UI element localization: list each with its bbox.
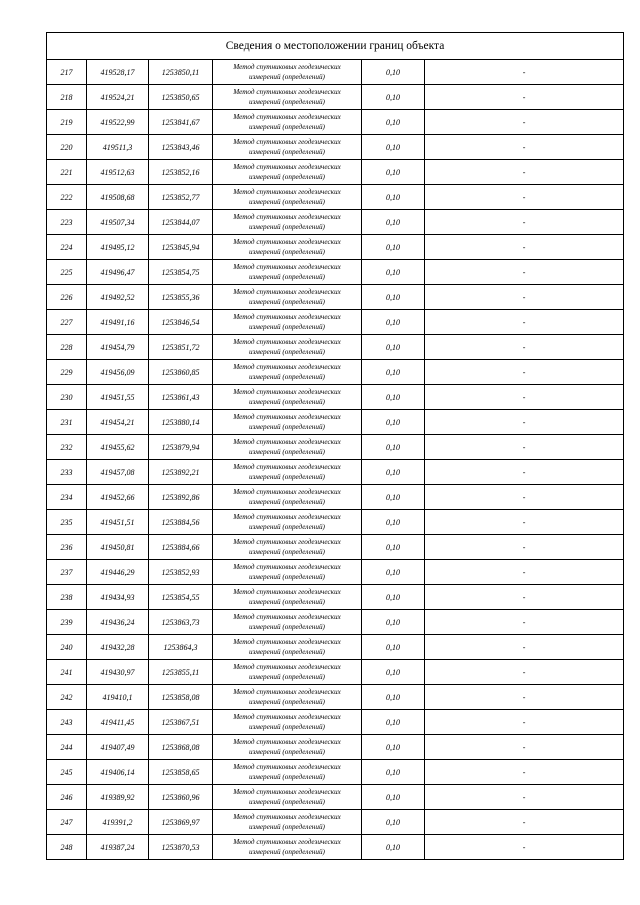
method-line-1: Метод спутниковых геодезических bbox=[233, 213, 341, 221]
method-line-2: измерений (определений) bbox=[249, 848, 325, 856]
table-row bbox=[47, 335, 624, 360]
method-cell bbox=[213, 85, 362, 110]
note-cell: - bbox=[425, 85, 624, 110]
x-coordinate-cell: 419524,21 bbox=[87, 85, 149, 110]
method-cell bbox=[213, 110, 362, 135]
method-line-1: Метод спутниковых геодезических bbox=[233, 513, 341, 521]
x-coordinate-cell: 419511,3 bbox=[87, 135, 149, 160]
note-cell: - bbox=[425, 160, 624, 185]
method-line-1: Метод спутниковых геодезических bbox=[233, 338, 341, 346]
point-number-cell: 243 bbox=[47, 710, 87, 735]
method-line-2: измерений (определений) bbox=[249, 698, 325, 706]
method-cell bbox=[213, 435, 362, 460]
accuracy-cell: 0,10 bbox=[362, 660, 425, 685]
method-cell bbox=[213, 360, 362, 385]
y-coordinate-cell: 1253844,07 bbox=[149, 210, 213, 235]
point-number-cell: 221 bbox=[47, 160, 87, 185]
accuracy-cell: 0,10 bbox=[362, 110, 425, 135]
x-coordinate-cell: 419528,17 bbox=[87, 60, 149, 85]
method-line-1: Метод спутниковых геодезических bbox=[233, 788, 341, 796]
x-coordinate-cell: 419434,93 bbox=[87, 585, 149, 610]
y-coordinate-cell: 1253868,08 bbox=[149, 735, 213, 760]
table-row bbox=[47, 210, 624, 235]
table-row bbox=[47, 160, 624, 185]
method-line-2: измерений (определений) bbox=[249, 398, 325, 406]
x-coordinate-cell: 419454,79 bbox=[87, 335, 149, 360]
method-line-2: измерений (определений) bbox=[249, 173, 325, 181]
method-line-2: измерений (определений) bbox=[249, 273, 325, 281]
method-line-2: измерений (определений) bbox=[249, 598, 325, 606]
x-coordinate-cell: 419446,29 bbox=[87, 560, 149, 585]
note-cell: - bbox=[425, 810, 624, 835]
y-coordinate-cell: 1253867,51 bbox=[149, 710, 213, 735]
method-line-1: Метод спутниковых геодезических bbox=[233, 288, 341, 296]
accuracy-cell: 0,10 bbox=[362, 235, 425, 260]
method-cell bbox=[213, 635, 362, 660]
y-coordinate-cell: 1253841,67 bbox=[149, 110, 213, 135]
method-line-2: измерений (определений) bbox=[249, 148, 325, 156]
method-line-1: Метод спутниковых геодезических bbox=[233, 738, 341, 746]
x-coordinate-cell: 419492,52 bbox=[87, 285, 149, 310]
x-coordinate-cell: 419387,24 bbox=[87, 835, 149, 860]
note-cell: - bbox=[425, 835, 624, 860]
point-number-cell: 232 bbox=[47, 435, 87, 460]
point-number-cell: 227 bbox=[47, 310, 87, 335]
y-coordinate-cell: 1253854,55 bbox=[149, 585, 213, 610]
method-line-1: Метод спутниковых геодезических bbox=[233, 463, 341, 471]
accuracy-cell: 0,10 bbox=[362, 610, 425, 635]
method-line-1: Метод спутниковых геодезических bbox=[233, 588, 341, 596]
x-coordinate-cell: 419432,28 bbox=[87, 635, 149, 660]
table-row bbox=[47, 835, 624, 860]
accuracy-cell: 0,10 bbox=[362, 385, 425, 410]
y-coordinate-cell: 1253869,97 bbox=[149, 810, 213, 835]
point-number-cell: 231 bbox=[47, 410, 87, 435]
method-line-1: Метод спутниковых геодезических bbox=[233, 663, 341, 671]
point-number-cell: 217 bbox=[47, 60, 87, 85]
accuracy-cell: 0,10 bbox=[362, 310, 425, 335]
boundary-coordinates-table bbox=[46, 32, 624, 860]
method-cell bbox=[213, 485, 362, 510]
y-coordinate-cell: 1253852,93 bbox=[149, 560, 213, 585]
method-line-1: Метод спутниковых геодезических bbox=[233, 238, 341, 246]
table-body bbox=[47, 33, 624, 860]
y-coordinate-cell: 1253863,73 bbox=[149, 610, 213, 635]
method-cell bbox=[213, 510, 362, 535]
method-line-2: измерений (определений) bbox=[249, 448, 325, 456]
point-number-cell: 241 bbox=[47, 660, 87, 685]
y-coordinate-cell: 1253880,14 bbox=[149, 410, 213, 435]
method-line-2: измерений (определений) bbox=[249, 473, 325, 481]
method-line-1: Метод спутниковых геодезических bbox=[233, 688, 341, 696]
accuracy-cell: 0,10 bbox=[362, 410, 425, 435]
y-coordinate-cell: 1253852,16 bbox=[149, 160, 213, 185]
method-cell bbox=[213, 235, 362, 260]
x-coordinate-cell: 419407,49 bbox=[87, 735, 149, 760]
point-number-cell: 247 bbox=[47, 810, 87, 835]
note-cell: - bbox=[425, 485, 624, 510]
point-number-cell: 223 bbox=[47, 210, 87, 235]
method-line-1: Метод спутниковых геодезических bbox=[233, 138, 341, 146]
method-line-2: измерений (определений) bbox=[249, 223, 325, 231]
point-number-cell: 222 bbox=[47, 185, 87, 210]
note-cell: - bbox=[425, 235, 624, 260]
method-line-2: измерений (определений) bbox=[249, 673, 325, 681]
method-line-1: Метод спутниковых геодезических bbox=[233, 713, 341, 721]
accuracy-cell: 0,10 bbox=[362, 635, 425, 660]
note-cell: - bbox=[425, 760, 624, 785]
y-coordinate-cell: 1253879,94 bbox=[149, 435, 213, 460]
method-cell bbox=[213, 735, 362, 760]
method-line-2: измерений (определений) bbox=[249, 498, 325, 506]
table-row bbox=[47, 185, 624, 210]
note-cell: - bbox=[425, 385, 624, 410]
y-coordinate-cell: 1253855,36 bbox=[149, 285, 213, 310]
accuracy-cell: 0,10 bbox=[362, 210, 425, 235]
method-line-1: Метод спутниковых геодезических bbox=[233, 163, 341, 171]
point-number-cell: 236 bbox=[47, 535, 87, 560]
note-cell: - bbox=[425, 135, 624, 160]
x-coordinate-cell: 419436,24 bbox=[87, 610, 149, 635]
table-row bbox=[47, 610, 624, 635]
method-cell bbox=[213, 310, 362, 335]
method-line-1: Метод спутниковых геодезических bbox=[233, 413, 341, 421]
method-cell bbox=[213, 810, 362, 835]
table-row bbox=[47, 460, 624, 485]
method-cell bbox=[213, 285, 362, 310]
accuracy-cell: 0,10 bbox=[362, 510, 425, 535]
accuracy-cell: 0,10 bbox=[362, 160, 425, 185]
method-line-2: измерений (определений) bbox=[249, 373, 325, 381]
method-cell bbox=[213, 260, 362, 285]
method-line-1: Метод спутниковых геодезических bbox=[233, 363, 341, 371]
x-coordinate-cell: 419491,16 bbox=[87, 310, 149, 335]
note-cell: - bbox=[425, 185, 624, 210]
x-coordinate-cell: 419406,14 bbox=[87, 760, 149, 785]
accuracy-cell: 0,10 bbox=[362, 460, 425, 485]
method-line-2: измерений (определений) bbox=[249, 823, 325, 831]
accuracy-cell: 0,10 bbox=[362, 360, 425, 385]
point-number-cell: 219 bbox=[47, 110, 87, 135]
point-number-cell: 245 bbox=[47, 760, 87, 785]
method-cell bbox=[213, 385, 362, 410]
method-line-2: измерений (определений) bbox=[249, 798, 325, 806]
method-line-1: Метод спутниковых геодезических bbox=[233, 438, 341, 446]
table-row bbox=[47, 535, 624, 560]
x-coordinate-cell: 419389,92 bbox=[87, 785, 149, 810]
point-number-cell: 230 bbox=[47, 385, 87, 410]
point-number-cell: 228 bbox=[47, 335, 87, 360]
table-row bbox=[47, 60, 624, 85]
table-row bbox=[47, 810, 624, 835]
table-row bbox=[47, 360, 624, 385]
accuracy-cell: 0,10 bbox=[362, 535, 425, 560]
method-cell bbox=[213, 185, 362, 210]
method-line-1: Метод спутниковых геодезических bbox=[233, 88, 341, 96]
method-line-2: измерений (определений) bbox=[249, 523, 325, 531]
accuracy-cell: 0,10 bbox=[362, 735, 425, 760]
note-cell: - bbox=[425, 335, 624, 360]
accuracy-cell: 0,10 bbox=[362, 135, 425, 160]
method-cell bbox=[213, 160, 362, 185]
accuracy-cell: 0,10 bbox=[362, 435, 425, 460]
note-cell: - bbox=[425, 560, 624, 585]
table-row bbox=[47, 485, 624, 510]
point-number-cell: 224 bbox=[47, 235, 87, 260]
x-coordinate-cell: 419430,97 bbox=[87, 660, 149, 685]
y-coordinate-cell: 1253892,86 bbox=[149, 485, 213, 510]
table-row bbox=[47, 135, 624, 160]
point-number-cell: 239 bbox=[47, 610, 87, 635]
method-line-2: измерений (определений) bbox=[249, 573, 325, 581]
accuracy-cell: 0,10 bbox=[362, 810, 425, 835]
y-coordinate-cell: 1253892,21 bbox=[149, 460, 213, 485]
method-line-2: измерений (определений) bbox=[249, 748, 325, 756]
x-coordinate-cell: 419457,08 bbox=[87, 460, 149, 485]
method-line-1: Метод спутниковых геодезических bbox=[233, 638, 341, 646]
table-row bbox=[47, 760, 624, 785]
table-row bbox=[47, 85, 624, 110]
y-coordinate-cell: 1253861,43 bbox=[149, 385, 213, 410]
point-number-cell: 237 bbox=[47, 560, 87, 585]
table-row bbox=[47, 735, 624, 760]
method-line-2: измерений (определений) bbox=[249, 98, 325, 106]
point-number-cell: 225 bbox=[47, 260, 87, 285]
point-number-cell: 246 bbox=[47, 785, 87, 810]
note-cell: - bbox=[425, 685, 624, 710]
method-cell bbox=[213, 610, 362, 635]
note-cell: - bbox=[425, 110, 624, 135]
table-row bbox=[47, 685, 624, 710]
method-line-2: измерений (определений) bbox=[249, 648, 325, 656]
table-row bbox=[47, 310, 624, 335]
table-row bbox=[47, 510, 624, 535]
method-line-2: измерений (определений) bbox=[249, 323, 325, 331]
table-row bbox=[47, 785, 624, 810]
method-line-2: измерений (определений) bbox=[249, 248, 325, 256]
note-cell: - bbox=[425, 660, 624, 685]
method-line-1: Метод спутниковых геодезических bbox=[233, 313, 341, 321]
accuracy-cell: 0,10 bbox=[362, 785, 425, 810]
point-number-cell: 218 bbox=[47, 85, 87, 110]
method-line-1: Метод спутниковых геодезических bbox=[233, 813, 341, 821]
x-coordinate-cell: 419495,12 bbox=[87, 235, 149, 260]
point-number-cell: 226 bbox=[47, 285, 87, 310]
table-row bbox=[47, 110, 624, 135]
y-coordinate-cell: 1253846,54 bbox=[149, 310, 213, 335]
accuracy-cell: 0,10 bbox=[362, 560, 425, 585]
note-cell: - bbox=[425, 510, 624, 535]
method-cell bbox=[213, 535, 362, 560]
accuracy-cell: 0,10 bbox=[362, 710, 425, 735]
x-coordinate-cell: 419452,66 bbox=[87, 485, 149, 510]
note-cell: - bbox=[425, 710, 624, 735]
point-number-cell: 240 bbox=[47, 635, 87, 660]
y-coordinate-cell: 1253855,11 bbox=[149, 660, 213, 685]
accuracy-cell: 0,10 bbox=[362, 835, 425, 860]
method-cell bbox=[213, 685, 362, 710]
method-line-2: измерений (определений) bbox=[249, 298, 325, 306]
method-line-1: Метод спутниковых геодезических bbox=[233, 563, 341, 571]
table-row bbox=[47, 710, 624, 735]
y-coordinate-cell: 1253860,85 bbox=[149, 360, 213, 385]
method-cell bbox=[213, 210, 362, 235]
note-cell: - bbox=[425, 60, 624, 85]
table-title-row bbox=[47, 33, 624, 60]
method-line-1: Метод спутниковых геодезических bbox=[233, 388, 341, 396]
accuracy-cell: 0,10 bbox=[362, 760, 425, 785]
note-cell: - bbox=[425, 435, 624, 460]
table-row bbox=[47, 285, 624, 310]
note-cell: - bbox=[425, 285, 624, 310]
point-number-cell: 233 bbox=[47, 460, 87, 485]
note-cell: - bbox=[425, 585, 624, 610]
y-coordinate-cell: 1253845,94 bbox=[149, 235, 213, 260]
table-row bbox=[47, 235, 624, 260]
method-line-2: измерений (определений) bbox=[249, 723, 325, 731]
method-line-1: Метод спутниковых геодезических bbox=[233, 263, 341, 271]
point-number-cell: 244 bbox=[47, 735, 87, 760]
x-coordinate-cell: 419410,1 bbox=[87, 685, 149, 710]
point-number-cell: 242 bbox=[47, 685, 87, 710]
accuracy-cell: 0,10 bbox=[362, 60, 425, 85]
x-coordinate-cell: 419507,34 bbox=[87, 210, 149, 235]
x-coordinate-cell: 419450,81 bbox=[87, 535, 149, 560]
point-number-cell: 220 bbox=[47, 135, 87, 160]
accuracy-cell: 0,10 bbox=[362, 585, 425, 610]
point-number-cell: 235 bbox=[47, 510, 87, 535]
y-coordinate-cell: 1253851,72 bbox=[149, 335, 213, 360]
y-coordinate-cell: 1253858,65 bbox=[149, 760, 213, 785]
x-coordinate-cell: 419411,45 bbox=[87, 710, 149, 735]
accuracy-cell: 0,10 bbox=[362, 685, 425, 710]
method-cell bbox=[213, 585, 362, 610]
point-number-cell: 234 bbox=[47, 485, 87, 510]
accuracy-cell: 0,10 bbox=[362, 185, 425, 210]
table-row bbox=[47, 585, 624, 610]
method-line-1: Метод спутниковых геодезических bbox=[233, 113, 341, 121]
y-coordinate-cell: 1253850,65 bbox=[149, 85, 213, 110]
accuracy-cell: 0,10 bbox=[362, 285, 425, 310]
x-coordinate-cell: 419455,62 bbox=[87, 435, 149, 460]
method-cell bbox=[213, 835, 362, 860]
method-line-2: измерений (определений) bbox=[249, 73, 325, 81]
method-line-1: Метод спутниковых геодезических bbox=[233, 188, 341, 196]
note-cell: - bbox=[425, 260, 624, 285]
method-line-2: измерений (определений) bbox=[249, 423, 325, 431]
y-coordinate-cell: 1253870,53 bbox=[149, 835, 213, 860]
y-coordinate-cell: 1253864,3 bbox=[149, 635, 213, 660]
method-line-2: измерений (определений) bbox=[249, 773, 325, 781]
note-cell: - bbox=[425, 460, 624, 485]
note-cell: - bbox=[425, 360, 624, 385]
note-cell: - bbox=[425, 535, 624, 560]
table-title: Сведения о местоположении границ объекта bbox=[47, 33, 624, 60]
x-coordinate-cell: 419451,51 bbox=[87, 510, 149, 535]
accuracy-cell: 0,10 bbox=[362, 485, 425, 510]
note-cell: - bbox=[425, 410, 624, 435]
x-coordinate-cell: 419496,47 bbox=[87, 260, 149, 285]
method-line-1: Метод спутниковых геодезических bbox=[233, 838, 341, 846]
x-coordinate-cell: 419456,09 bbox=[87, 360, 149, 385]
table-row bbox=[47, 385, 624, 410]
method-cell bbox=[213, 785, 362, 810]
accuracy-cell: 0,10 bbox=[362, 85, 425, 110]
y-coordinate-cell: 1253843,46 bbox=[149, 135, 213, 160]
y-coordinate-cell: 1253852,77 bbox=[149, 185, 213, 210]
table-row bbox=[47, 410, 624, 435]
method-cell bbox=[213, 660, 362, 685]
point-number-cell: 229 bbox=[47, 360, 87, 385]
table-row bbox=[47, 435, 624, 460]
table-row bbox=[47, 260, 624, 285]
note-cell: - bbox=[425, 785, 624, 810]
table-row bbox=[47, 635, 624, 660]
point-number-cell: 238 bbox=[47, 585, 87, 610]
x-coordinate-cell: 419454,21 bbox=[87, 410, 149, 435]
method-cell bbox=[213, 560, 362, 585]
note-cell: - bbox=[425, 210, 624, 235]
x-coordinate-cell: 419522,99 bbox=[87, 110, 149, 135]
method-line-1: Метод спутниковых геодезических bbox=[233, 763, 341, 771]
method-cell bbox=[213, 760, 362, 785]
method-cell bbox=[213, 410, 362, 435]
method-line-1: Метод спутниковых геодезических bbox=[233, 613, 341, 621]
method-cell bbox=[213, 460, 362, 485]
x-coordinate-cell: 419512,63 bbox=[87, 160, 149, 185]
x-coordinate-cell: 419508,68 bbox=[87, 185, 149, 210]
method-line-2: измерений (определений) bbox=[249, 548, 325, 556]
method-line-2: измерений (определений) bbox=[249, 348, 325, 356]
x-coordinate-cell: 419451,55 bbox=[87, 385, 149, 410]
y-coordinate-cell: 1253850,11 bbox=[149, 60, 213, 85]
table-row bbox=[47, 660, 624, 685]
method-cell bbox=[213, 60, 362, 85]
note-cell: - bbox=[425, 735, 624, 760]
note-cell: - bbox=[425, 310, 624, 335]
y-coordinate-cell: 1253858,08 bbox=[149, 685, 213, 710]
note-cell: - bbox=[425, 635, 624, 660]
accuracy-cell: 0,10 bbox=[362, 260, 425, 285]
method-line-2: измерений (определений) bbox=[249, 123, 325, 131]
note-cell: - bbox=[425, 610, 624, 635]
method-line-2: измерений (определений) bbox=[249, 198, 325, 206]
method-cell bbox=[213, 335, 362, 360]
method-cell bbox=[213, 135, 362, 160]
method-cell bbox=[213, 710, 362, 735]
method-line-1: Метод спутниковых геодезических bbox=[233, 538, 341, 546]
y-coordinate-cell: 1253884,56 bbox=[149, 510, 213, 535]
method-line-2: измерений (определений) bbox=[249, 623, 325, 631]
method-line-1: Метод спутниковых геодезических bbox=[233, 63, 341, 71]
table-row bbox=[47, 560, 624, 585]
y-coordinate-cell: 1253854,75 bbox=[149, 260, 213, 285]
accuracy-cell: 0,10 bbox=[362, 335, 425, 360]
y-coordinate-cell: 1253860,96 bbox=[149, 785, 213, 810]
y-coordinate-cell: 1253884,66 bbox=[149, 535, 213, 560]
method-line-1: Метод спутниковых геодезических bbox=[233, 488, 341, 496]
x-coordinate-cell: 419391,2 bbox=[87, 810, 149, 835]
point-number-cell: 248 bbox=[47, 835, 87, 860]
